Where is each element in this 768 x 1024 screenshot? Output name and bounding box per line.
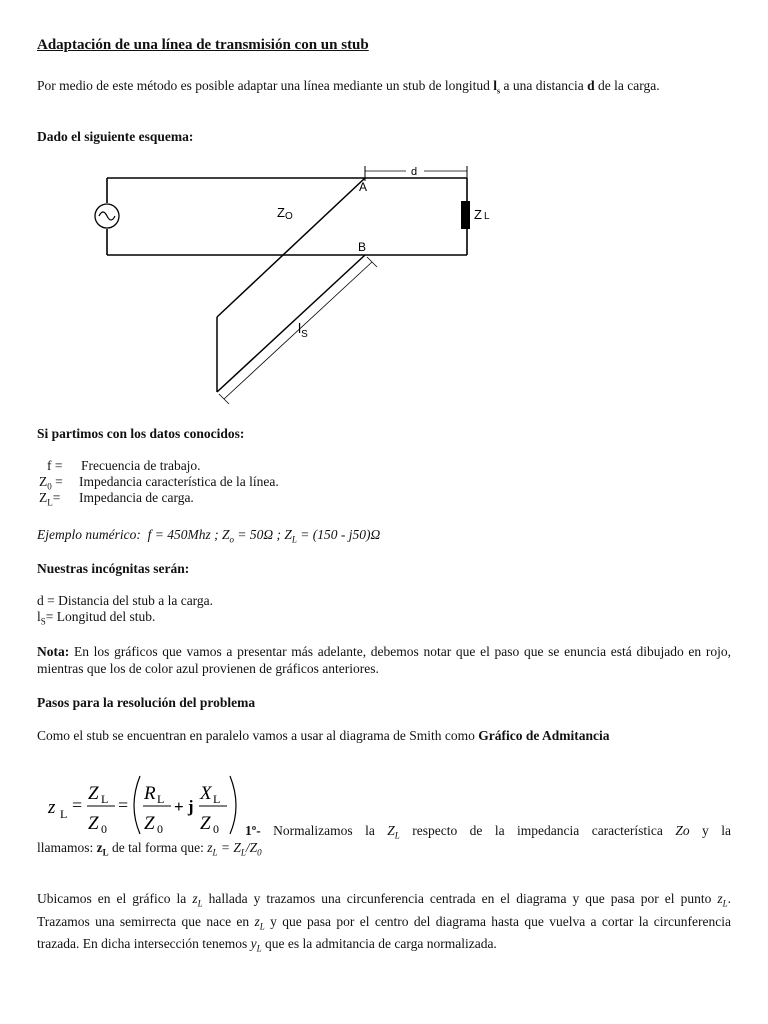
label-zl: Z L: [474, 207, 490, 222]
label-z0: ZO: [277, 205, 293, 222]
unknowns-heading: Nuestras incógnitas serán:: [37, 561, 190, 576]
svg-text:X: X: [200, 783, 212, 804]
intro-paragraph: Por medio de este método es posible adaptar una línea mediante un stub de longitud $l_s$ a una distancia d de la carga.: [37, 78, 660, 96]
known-item-z0-desc: Impedancia característica de la línea.: [79, 474, 279, 489]
svg-text:0: 0: [101, 822, 107, 836]
step1-line1: 1º- Normalizamos la $Z_L$ respecto de la impedancia característica Zo y la: [245, 823, 731, 841]
svg-text:L: L: [101, 792, 109, 806]
known-data-heading: Si partimos con los datos conocidos:: [37, 426, 245, 441]
label-ls: $l_S$: [298, 320, 308, 340]
transmission-line-diagram: [90, 160, 510, 410]
label-b: B: [358, 240, 367, 254]
svg-text:Z: Z: [200, 813, 211, 834]
label-d: d: [411, 166, 418, 178]
svg-text:=: =: [118, 795, 129, 815]
svg-text:+ j: + j: [174, 797, 194, 816]
stub-line-a: [217, 178, 368, 317]
steps-heading: Pasos para la resolución del problema: [37, 695, 256, 710]
svg-text:R: R: [144, 783, 156, 804]
unknown-item-d: d = Distancia del stub a la carga.: [37, 593, 214, 608]
final-paragraph: Ubicamos en el gráfico la $z_L$ hallada y trazamos una circunferencia centrada en el diagrama y que pasa por el punto $z_L$. Trazamos una semirrecta que nace en $z_L$ y que pasa por el centro del diagrama hasta que vuelva a cortar la circunferencia trazada. En dicha intersección tenemos $y_L$ que es la admitancia de carga normalizada.: [37, 891, 731, 955]
normalization-formula: [40, 768, 245, 838]
svg-text:Z: Z: [88, 813, 99, 834]
numeric-example: Ejemplo numérico: f = 450Mhz ; $Z_o = 50\Omega$ ; $Z_L = (150 - j50)\Omega$: [37, 527, 381, 545]
step1-line2: llamamos: $z_L$ de tal forma que: $z_L = Z_L/Z_0$: [37, 840, 262, 858]
svg-text:L: L: [213, 792, 221, 806]
scheme-heading: Dado el siguiente esquema:: [37, 129, 194, 144]
known-item-f-desc: Frecuencia de trabajo.: [81, 458, 201, 473]
known-item-zl-desc: Impedancia de carga.: [79, 490, 194, 505]
known-item-zl: $Z_L=$: [39, 490, 61, 508]
svg-text:=: =: [72, 795, 83, 815]
svg-text:L: L: [157, 792, 165, 806]
known-item-z0: $Z_0$ =: [39, 474, 63, 492]
svg-text:0: 0: [213, 822, 219, 836]
stub-line-b: [217, 255, 365, 392]
svg-text:L: L: [60, 807, 68, 821]
page-title: Adaptación de una línea de transmisión con un stub: [37, 37, 369, 53]
note-paragraph: Nota: En los gráficos que vamos a presentar más adelante, debemos notar que el paso que se enuncia está dibujado en rojo, mientras que los de color azul provienen de gráficos anteriores.: [37, 644, 731, 676]
svg-text:0: 0: [157, 822, 163, 836]
steps-intro: Como el stub se encuentran en paralelo vamos a usar al diagrama de Smith como Gráfico de Admitancia: [37, 728, 610, 743]
svg-text:Z: Z: [88, 783, 99, 804]
svg-text:z: z: [48, 797, 56, 818]
svg-text:Z: Z: [144, 813, 155, 834]
label-a: A: [359, 180, 368, 194]
known-item-f: f =: [47, 458, 63, 473]
unknown-item-ls: $l_S=$ Longitud del stub.: [37, 609, 156, 627]
load-impedance-icon: [461, 201, 470, 229]
